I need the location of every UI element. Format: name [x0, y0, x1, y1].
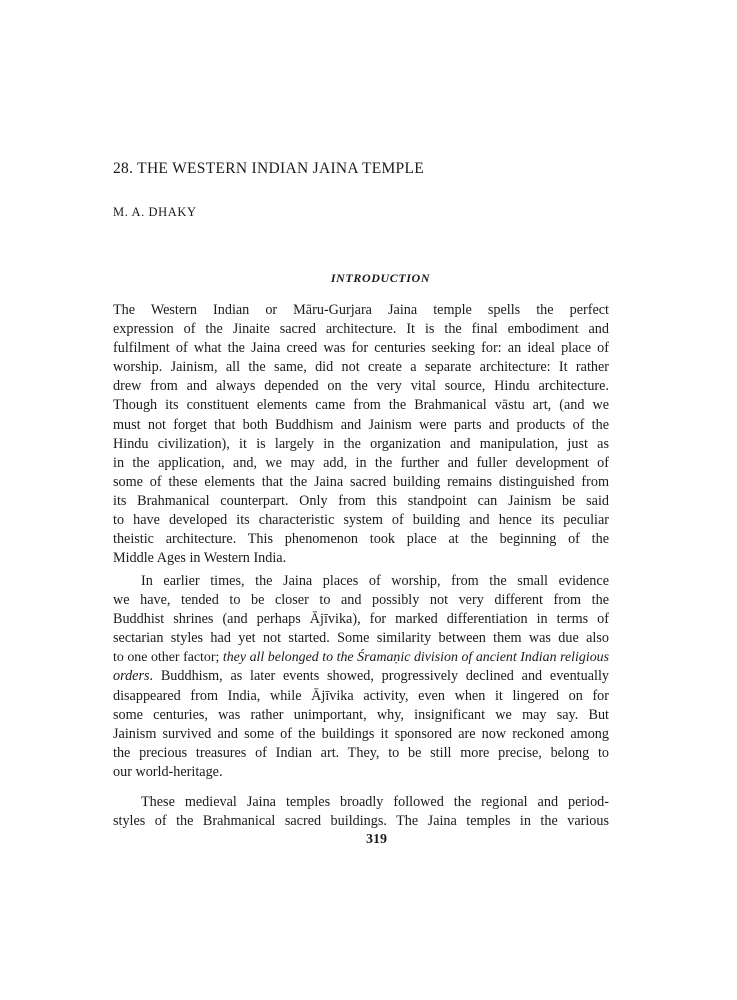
paragraph-line: Though its constituent elements came from the Brahmanical vāstu art, (and we: [113, 397, 609, 414]
paragraph-line: Middle Ages in Western India.: [113, 550, 287, 567]
paragraph-line: Jainism survived and some of the buildings it sponsored are now reckoned among: [113, 725, 609, 742]
paragraph-line: The Western Indian or Māru-Gurjara Jaina temple spells the perfect: [113, 302, 609, 318]
paragraph-line: in the application, and, we may add, in the further and fuller development of: [113, 454, 609, 471]
author-name: M. A. DHAKY: [113, 205, 197, 219]
paragraph-line: disappeared from India, while Ājīvika activity, even when it lingered on for: [113, 687, 609, 704]
paragraph-line: its Brahmanical counterpart. Only from this standpoint can Jainism be said: [113, 492, 609, 509]
paragraph-line: styles of the Brahmanical sacred buildings. The Jaina temples in the various: [113, 813, 609, 830]
chapter-title: 28. THE WESTERN INDIAN JAINA TEMPLE: [113, 160, 425, 177]
paragraph-line: some centuries, was rather unimportant, why, insignificant we may say. But: [113, 706, 609, 723]
italic-phrase: they all belonged to the Śramaṇic division of ancient Indian religious: [222, 650, 609, 666]
line-italic-segment: to one other factor; they all belonged to the Śramaṇic division of ancient Indian religious: [113, 650, 609, 666]
paragraph-line: sectarian styles had yet not started. Some similarity between them was due also: [113, 630, 609, 647]
paragraph-line-mixed: [113, 648, 609, 667]
paragraph-line: our world-heritage.: [113, 763, 223, 780]
paragraph-line: fulfilment of what the Jaina creed was for centuries seeking for: an ideal place of: [113, 340, 609, 357]
paragraph-line-mixed: [113, 667, 609, 686]
paragraph-line: to have developed its characteristic system of building and hence its peculiar: [113, 512, 609, 529]
paragraph-line: must not forget that both Buddhism and Jainism were parts and products of the: [113, 416, 609, 433]
paragraph-line: the precious treasures of Indian art. They, to be still more precise, belong to: [113, 744, 609, 761]
paragraph-line: we have, tended to be closer to and possibly not very different from the: [113, 592, 609, 609]
paragraph-line: In earlier times, the Jaina places of worship, from the small evidence: [141, 573, 609, 589]
paragraph-line: some of these elements that the Jaina sacred building remains distinguished from: [113, 473, 609, 490]
page-number: [0, 832, 737, 848]
paragraph-1: [113, 301, 609, 568]
line-italic-segment-2: orders. Buddhism, as later events showed, progressively declined and eventually: [113, 668, 609, 685]
paragraph-line: Buddhist shrines (and perhaps Ājīvika), for marked differentiation in terms of: [113, 611, 609, 628]
section-heading: [0, 271, 737, 286]
paragraph-line: theistic architecture. This phenomenon took place at the beginning of the: [113, 531, 609, 548]
paragraph-line: These medieval Jaina temples broadly followed the regional and period-: [141, 794, 609, 810]
paragraph-line: Hindu civilization), it is largely in the organization and manipulation, just as: [113, 435, 609, 452]
paragraph-line: expression of the Jinaite sacred architecture. It is the final embodiment and: [113, 321, 609, 338]
page-number-text: 319: [366, 832, 387, 847]
paragraph-2: [113, 572, 609, 782]
italic-phrase: orders: [113, 668, 150, 685]
section-heading-text: INTRODUCTION: [330, 271, 431, 285]
paragraph-line: worship. Jainism, all the same, did not create a separate architecture: It rather: [113, 359, 609, 376]
paragraph-line: drew from and always depended on the very vital source, Hindu architecture.: [113, 378, 609, 395]
paragraph-3: [113, 793, 609, 831]
